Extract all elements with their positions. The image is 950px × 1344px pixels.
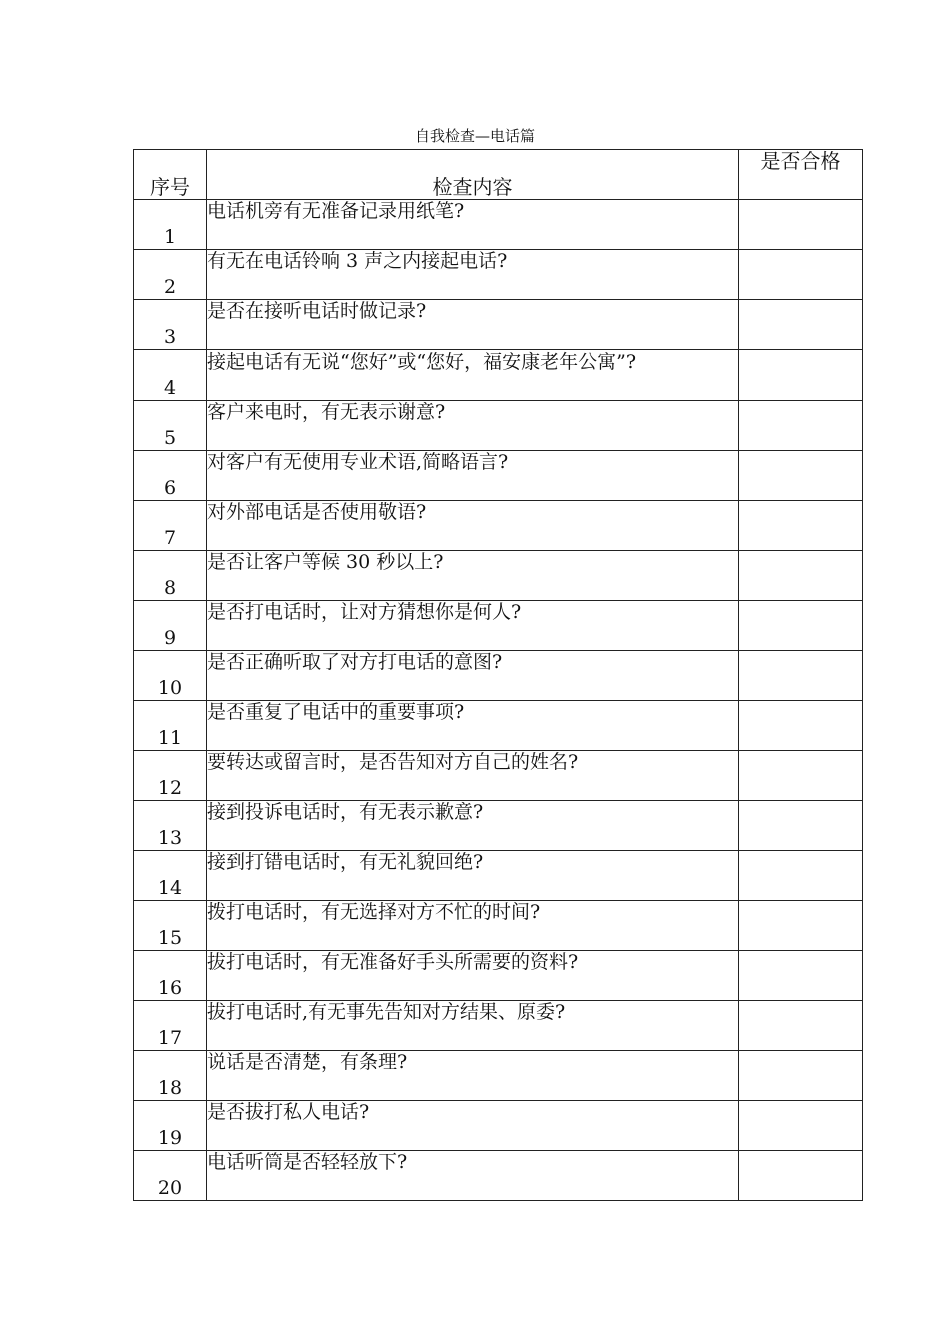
- row-number: 12: [134, 751, 207, 801]
- row-pass-cell[interactable]: [739, 200, 863, 250]
- row-content: 说话是否清楚，有条理?: [207, 1051, 739, 1101]
- row-pass-cell[interactable]: [739, 851, 863, 901]
- table-row: [134, 350, 863, 401]
- table-row: [134, 1101, 863, 1151]
- row-content: 电话听筒是否轻轻放下?: [207, 1151, 739, 1201]
- row-pass-cell[interactable]: [739, 651, 863, 701]
- table-row: [134, 751, 863, 801]
- row-number: 17: [134, 1001, 207, 1051]
- row-content: 有无在电话铃响 3 声之内接起电话?: [207, 250, 739, 300]
- row-pass-cell[interactable]: [739, 1051, 863, 1101]
- row-content: 接到投诉电话时，有无表示歉意?: [207, 801, 739, 851]
- row-content: 客户来电时，有无表示谢意?: [207, 401, 739, 451]
- row-pass-cell[interactable]: [739, 451, 863, 501]
- table-row: [134, 601, 863, 651]
- row-content: 是否拔打私人电话?: [207, 1101, 739, 1151]
- row-pass-cell[interactable]: [739, 501, 863, 551]
- row-pass-cell[interactable]: [739, 551, 863, 601]
- row-content: 拔打电话时，有无准备好手头所需要的资料?: [207, 951, 739, 1001]
- row-content: 是否让客户等候 30 秒以上?: [207, 551, 739, 601]
- row-number: 5: [134, 401, 207, 451]
- row-number: 4: [134, 350, 207, 401]
- row-pass-cell[interactable]: [739, 1001, 863, 1051]
- row-number: 16: [134, 951, 207, 1001]
- row-content: 拔打电话时,有无事先告知对方结果、原委?: [207, 1001, 739, 1051]
- row-pass-cell[interactable]: [739, 951, 863, 1001]
- row-number: 11: [134, 701, 207, 751]
- table-row: [134, 300, 863, 350]
- table-row: [134, 200, 863, 250]
- row-pass-cell[interactable]: [739, 751, 863, 801]
- row-content: 接到打错电话时，有无礼貌回绝?: [207, 851, 739, 901]
- table-row: [134, 1001, 863, 1051]
- row-number: 3: [134, 300, 207, 350]
- header-number: 序号: [134, 150, 207, 200]
- row-number: 10: [134, 651, 207, 701]
- table-row: [134, 901, 863, 951]
- row-pass-cell[interactable]: [739, 901, 863, 951]
- row-content: 是否在接听电话时做记录?: [207, 300, 739, 350]
- row-number: 8: [134, 551, 207, 601]
- row-pass-cell[interactable]: [739, 1101, 863, 1151]
- row-pass-cell[interactable]: [739, 801, 863, 851]
- row-pass-cell[interactable]: [739, 350, 863, 401]
- row-pass-cell[interactable]: [739, 250, 863, 300]
- table-row: [134, 851, 863, 901]
- row-content: 是否打电话时，让对方猜想你是何人?: [207, 601, 739, 651]
- table-row: [134, 1151, 863, 1201]
- document-title: 自我检查—电话篇: [414, 127, 535, 145]
- row-content: 是否正确听取了对方打电话的意图?: [207, 651, 739, 701]
- row-content: 拨打电话时，有无选择对方不忙的时间?: [207, 901, 739, 951]
- table-row: [134, 651, 863, 701]
- row-content: 接起电话有无说“您好”或“您好，福安康老年公寓”?: [207, 350, 739, 401]
- row-number: 13: [134, 801, 207, 851]
- row-pass-cell[interactable]: [739, 401, 863, 451]
- row-content: 要转达或留言时，是否告知对方自己的姓名?: [207, 751, 739, 801]
- row-number: 19: [134, 1101, 207, 1151]
- checklist-table: [133, 149, 863, 1201]
- row-number: 7: [134, 501, 207, 551]
- row-content: 对外部电话是否使用敬语?: [207, 501, 739, 551]
- row-number: 18: [134, 1051, 207, 1101]
- table-row: [134, 501, 863, 551]
- table-row: [134, 801, 863, 851]
- table-row: [134, 551, 863, 601]
- table-row: [134, 1051, 863, 1101]
- row-pass-cell[interactable]: [739, 1151, 863, 1201]
- table-row: [134, 701, 863, 751]
- row-number: 9: [134, 601, 207, 651]
- header-pass: 是否合格: [739, 150, 863, 200]
- row-number: 20: [134, 1151, 207, 1201]
- row-pass-cell[interactable]: [739, 300, 863, 350]
- row-number: 2: [134, 250, 207, 300]
- row-content: 电话机旁有无准备记录用纸笔?: [207, 200, 739, 250]
- table-row: [134, 250, 863, 300]
- table-row: [134, 401, 863, 451]
- table-row: [134, 451, 863, 501]
- row-content: 对客户有无使用专业术语,简略语言?: [207, 451, 739, 501]
- row-number: 1: [134, 200, 207, 250]
- row-number: 14: [134, 851, 207, 901]
- row-pass-cell[interactable]: [739, 601, 863, 651]
- row-number: 6: [134, 451, 207, 501]
- table-header-row: [134, 150, 863, 200]
- row-number: 15: [134, 901, 207, 951]
- header-content: 检查内容: [207, 150, 739, 200]
- row-content: 是否重复了电话中的重要事项?: [207, 701, 739, 751]
- table-row: [134, 951, 863, 1001]
- row-pass-cell[interactable]: [739, 701, 863, 751]
